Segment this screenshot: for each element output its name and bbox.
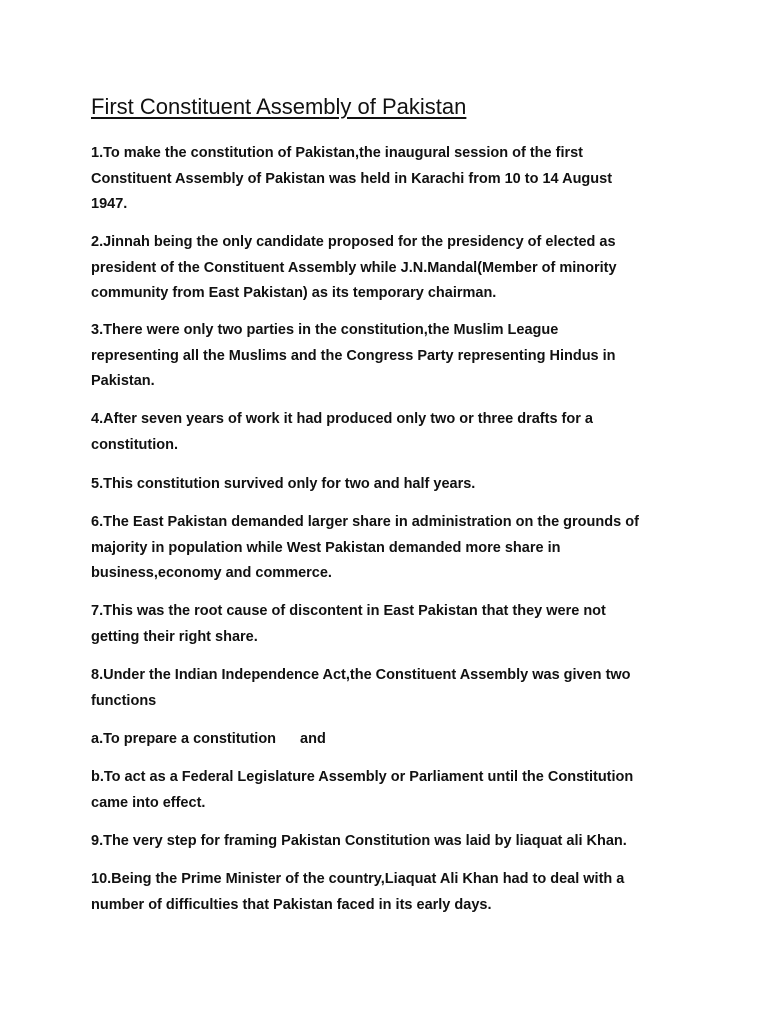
paragraph-line: number of difficulties that Pakistan faced in its early days. [91, 896, 492, 913]
paragraph-line: 1947. [91, 196, 128, 212]
paragraph-6 [91, 510, 691, 587]
paragraph-1 [91, 141, 691, 218]
paragraph-line: 2.Jinnah being the only candidate proposed for the presidency of elected as [91, 234, 616, 250]
paragraph-line [91, 727, 691, 753]
paragraph-8 [91, 663, 691, 714]
paragraph-line: 8.Under the Indian Independence Act,the Constituent Assembly was given two [91, 667, 631, 683]
paragraph-10 [91, 867, 691, 918]
paragraph-line: president of the Constituent Assembly while J.N.Mandal(Member of minority [91, 259, 617, 276]
paragraph-line: Constituent Assembly of Pakistan was held in Karachi from 10 to 14 August [91, 170, 613, 187]
paragraph-line: 7.This was the root cause of discontent in East Pakistan that they were not [91, 603, 606, 619]
paragraph-line: business,economy and commerce. [91, 565, 332, 581]
paragraph-line: 4.After seven years of work it had produced only two or three drafts for a [91, 411, 593, 427]
paragraph-line: constitution. [91, 436, 178, 453]
paragraph-line: Pakistan. [91, 373, 155, 389]
paragraph-line: 6.The East Pakistan demanded larger share in administration on the grounds of [91, 514, 639, 530]
paragraph-2 [91, 230, 691, 307]
paragraph-line: functions [91, 692, 157, 709]
paragraph-line: majority in population while West Pakistan demanded more share in [91, 539, 561, 556]
paragraph-3 [91, 318, 691, 395]
paragraph-line: b.To act as a Federal Legislature Assembly or Parliament until the Constitution [91, 769, 634, 785]
paragraph-line: 5.This constitution survived only for two and half years. [91, 476, 476, 492]
paragraph-8b [91, 765, 691, 816]
paragraph-7 [91, 599, 691, 650]
page-title: First Constituent Assembly of Pakistan [91, 94, 467, 119]
paragraph-9 [91, 829, 691, 855]
paragraph-line: representing all the Muslims and the Congress Party representing Hindus in [91, 347, 616, 364]
paragraph-line: 3.There were only two parties in the constitution,the Muslim League [91, 322, 559, 338]
paragraph-5 [91, 472, 691, 498]
paragraph-line: getting their right share. [91, 628, 258, 645]
list-item-suffix: and [300, 731, 326, 747]
paragraph-line: 1.To make the constitution of Pakistan,the inaugural session of the first [91, 145, 584, 161]
list-item-text: a.To prepare a constitution [91, 731, 277, 747]
paragraph-line: came into effect. [91, 794, 206, 811]
paragraph-8a [91, 727, 691, 753]
paragraph-line: 10.Being the Prime Minister of the country,Liaquat Ali Khan had to deal with a [91, 871, 625, 887]
paragraph-4 [91, 407, 691, 458]
paragraph-line: community from East Pakistan) as its temporary chairman. [91, 285, 497, 301]
paragraph-line: 9.The very step for framing Pakistan Constitution was laid by liaquat ali Khan. [91, 833, 627, 849]
